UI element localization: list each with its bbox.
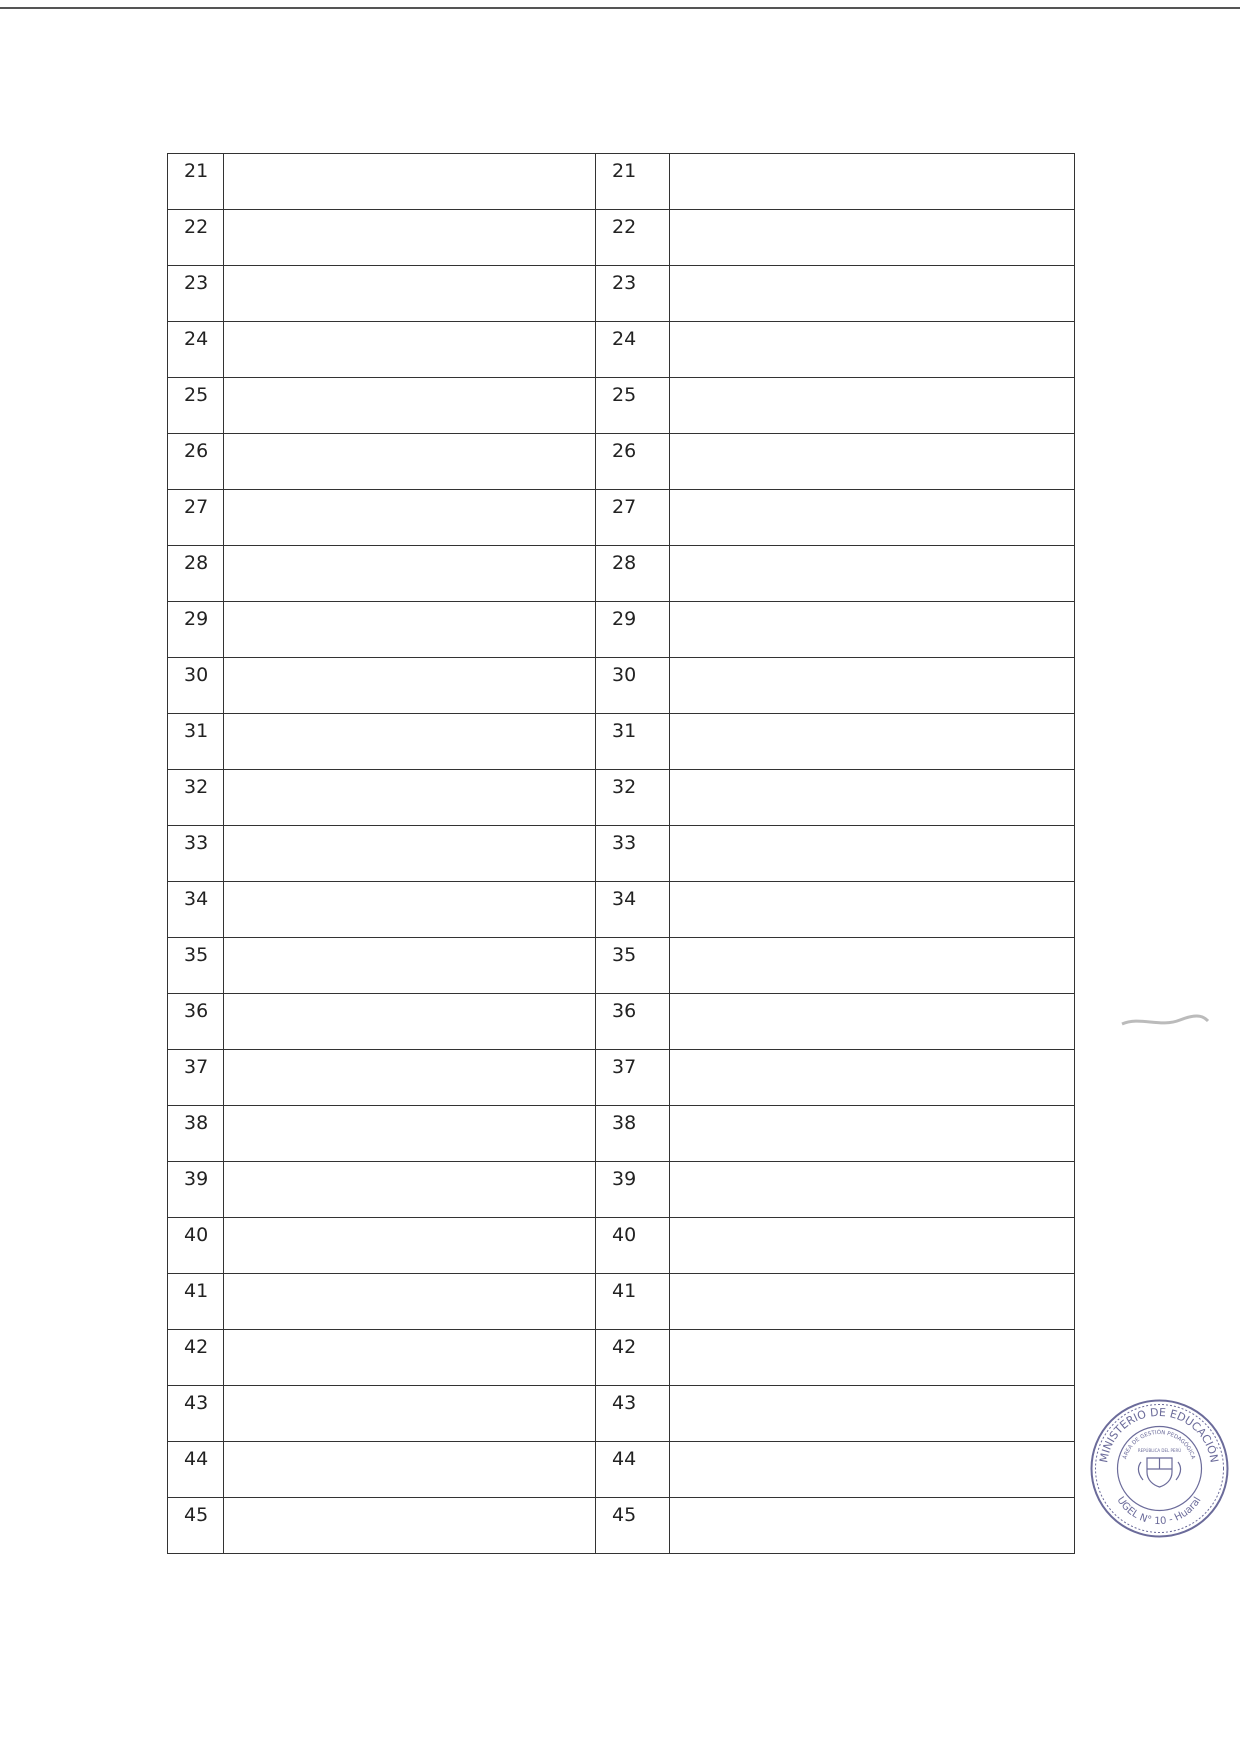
left-row-number: 37	[168, 1050, 224, 1106]
right-name-cell[interactable]	[670, 1442, 1075, 1498]
left-name-cell[interactable]	[224, 602, 596, 658]
left-name-cell[interactable]	[224, 1050, 596, 1106]
table-row	[168, 1050, 1075, 1106]
right-row-number: 43	[596, 1386, 670, 1442]
right-name-cell[interactable]	[670, 1330, 1075, 1386]
left-name-cell[interactable]	[224, 1274, 596, 1330]
official-seal-stamp	[1087, 1396, 1232, 1541]
right-name-cell[interactable]	[670, 602, 1075, 658]
right-row-number: 28	[596, 546, 670, 602]
right-row-number: 22	[596, 210, 670, 266]
right-row-number: 29	[596, 602, 670, 658]
right-name-cell[interactable]	[670, 154, 1075, 210]
ink-smudge	[1120, 1012, 1210, 1032]
left-name-cell[interactable]	[224, 434, 596, 490]
right-row-number: 33	[596, 826, 670, 882]
left-row-number: 39	[168, 1162, 224, 1218]
right-name-cell[interactable]	[670, 1050, 1075, 1106]
table-row	[168, 1386, 1075, 1442]
right-name-cell[interactable]	[670, 266, 1075, 322]
table-row	[168, 826, 1075, 882]
table-row	[168, 1106, 1075, 1162]
left-row-number: 38	[168, 1106, 224, 1162]
right-name-cell[interactable]	[670, 1218, 1075, 1274]
right-name-cell[interactable]	[670, 658, 1075, 714]
right-name-cell[interactable]	[670, 938, 1075, 994]
table-row	[168, 210, 1075, 266]
left-row-number: 45	[168, 1498, 224, 1554]
right-row-number: 27	[596, 490, 670, 546]
table-row	[168, 1218, 1075, 1274]
right-row-number: 40	[596, 1218, 670, 1274]
right-row-number: 30	[596, 658, 670, 714]
seal-center-text: REPÚBLICA DEL PERÚ	[1137, 1448, 1182, 1453]
table-row	[168, 434, 1075, 490]
left-row-number: 25	[168, 378, 224, 434]
left-name-cell[interactable]	[224, 1218, 596, 1274]
right-row-number: 37	[596, 1050, 670, 1106]
left-name-cell[interactable]	[224, 826, 596, 882]
right-name-cell[interactable]	[670, 210, 1075, 266]
left-row-number: 23	[168, 266, 224, 322]
right-name-cell[interactable]	[670, 322, 1075, 378]
table-row	[168, 938, 1075, 994]
table-row	[168, 378, 1075, 434]
right-row-number: 24	[596, 322, 670, 378]
left-row-number: 22	[168, 210, 224, 266]
right-name-cell[interactable]	[670, 434, 1075, 490]
right-row-number: 41	[596, 1274, 670, 1330]
left-name-cell[interactable]	[224, 882, 596, 938]
right-row-number: 25	[596, 378, 670, 434]
right-row-number: 32	[596, 770, 670, 826]
left-name-cell[interactable]	[224, 1106, 596, 1162]
right-row-number: 45	[596, 1498, 670, 1554]
table-row	[168, 994, 1075, 1050]
table-row	[168, 154, 1075, 210]
right-row-number: 42	[596, 1330, 670, 1386]
left-name-cell[interactable]	[224, 770, 596, 826]
left-row-number: 41	[168, 1274, 224, 1330]
left-row-number: 43	[168, 1386, 224, 1442]
right-name-cell[interactable]	[670, 1498, 1075, 1554]
left-name-cell[interactable]	[224, 154, 596, 210]
right-row-number: 23	[596, 266, 670, 322]
table-row	[168, 490, 1075, 546]
left-name-cell[interactable]	[224, 994, 596, 1050]
left-row-number: 24	[168, 322, 224, 378]
right-name-cell[interactable]	[670, 882, 1075, 938]
table-row	[168, 1162, 1075, 1218]
left-name-cell[interactable]	[224, 1330, 596, 1386]
left-row-number: 33	[168, 826, 224, 882]
table-row	[168, 322, 1075, 378]
left-name-cell[interactable]	[224, 1442, 596, 1498]
table-row	[168, 658, 1075, 714]
left-name-cell[interactable]	[224, 490, 596, 546]
table-row	[168, 882, 1075, 938]
right-row-number: 44	[596, 1442, 670, 1498]
left-name-cell[interactable]	[224, 210, 596, 266]
right-name-cell[interactable]	[670, 770, 1075, 826]
right-row-number: 39	[596, 1162, 670, 1218]
left-row-number: 26	[168, 434, 224, 490]
page-top-edge-line	[0, 7, 1240, 9]
coat-of-arms-icon	[1138, 1458, 1180, 1487]
right-row-number: 36	[596, 994, 670, 1050]
right-row-number: 35	[596, 938, 670, 994]
seal-outer-text: MINISTERIO DE EDUCACIÓN	[1097, 1405, 1221, 1464]
left-name-cell[interactable]	[224, 322, 596, 378]
left-name-cell[interactable]	[224, 1498, 596, 1554]
right-name-cell[interactable]	[670, 1386, 1075, 1442]
right-name-cell[interactable]	[670, 1274, 1075, 1330]
right-row-number: 31	[596, 714, 670, 770]
left-name-cell[interactable]	[224, 938, 596, 994]
table-row	[168, 546, 1075, 602]
left-row-number: 36	[168, 994, 224, 1050]
left-row-number: 28	[168, 546, 224, 602]
right-row-number: 34	[596, 882, 670, 938]
seal-inner-text: ÁREA DE GESTIÓN PEDAGÓGICA	[1122, 1429, 1196, 1461]
left-row-number: 34	[168, 882, 224, 938]
table-row	[168, 266, 1075, 322]
table-row	[168, 770, 1075, 826]
roster-table-body	[168, 154, 1075, 1554]
right-name-cell[interactable]	[670, 714, 1075, 770]
table-row	[168, 1274, 1075, 1330]
right-row-number: 26	[596, 434, 670, 490]
table-row	[168, 1498, 1075, 1554]
left-row-number: 32	[168, 770, 224, 826]
left-row-number: 44	[168, 1442, 224, 1498]
right-name-cell[interactable]	[670, 378, 1075, 434]
right-name-cell[interactable]	[670, 994, 1075, 1050]
left-row-number: 21	[168, 154, 224, 210]
left-row-number: 30	[168, 658, 224, 714]
left-row-number: 31	[168, 714, 224, 770]
left-name-cell[interactable]	[224, 546, 596, 602]
right-name-cell[interactable]	[670, 826, 1075, 882]
left-name-cell[interactable]	[224, 658, 596, 714]
left-row-number: 35	[168, 938, 224, 994]
left-name-cell[interactable]	[224, 714, 596, 770]
right-name-cell[interactable]	[670, 546, 1075, 602]
left-row-number: 27	[168, 490, 224, 546]
table-row	[168, 602, 1075, 658]
right-name-cell[interactable]	[670, 490, 1075, 546]
left-name-cell[interactable]	[224, 378, 596, 434]
right-name-cell[interactable]	[670, 1106, 1075, 1162]
table-row	[168, 1330, 1075, 1386]
left-row-number: 40	[168, 1218, 224, 1274]
seal-bottom-text: UGEL N° 10 - Huaral	[1114, 1495, 1204, 1528]
left-name-cell[interactable]	[224, 266, 596, 322]
table-row	[168, 714, 1075, 770]
left-row-number: 29	[168, 602, 224, 658]
left-name-cell[interactable]	[224, 1162, 596, 1218]
left-row-number: 42	[168, 1330, 224, 1386]
right-row-number: 21	[596, 154, 670, 210]
roster-table	[167, 153, 1075, 1554]
right-row-number: 38	[596, 1106, 670, 1162]
left-name-cell[interactable]	[224, 1386, 596, 1442]
table-row	[168, 1442, 1075, 1498]
right-name-cell[interactable]	[670, 1162, 1075, 1218]
